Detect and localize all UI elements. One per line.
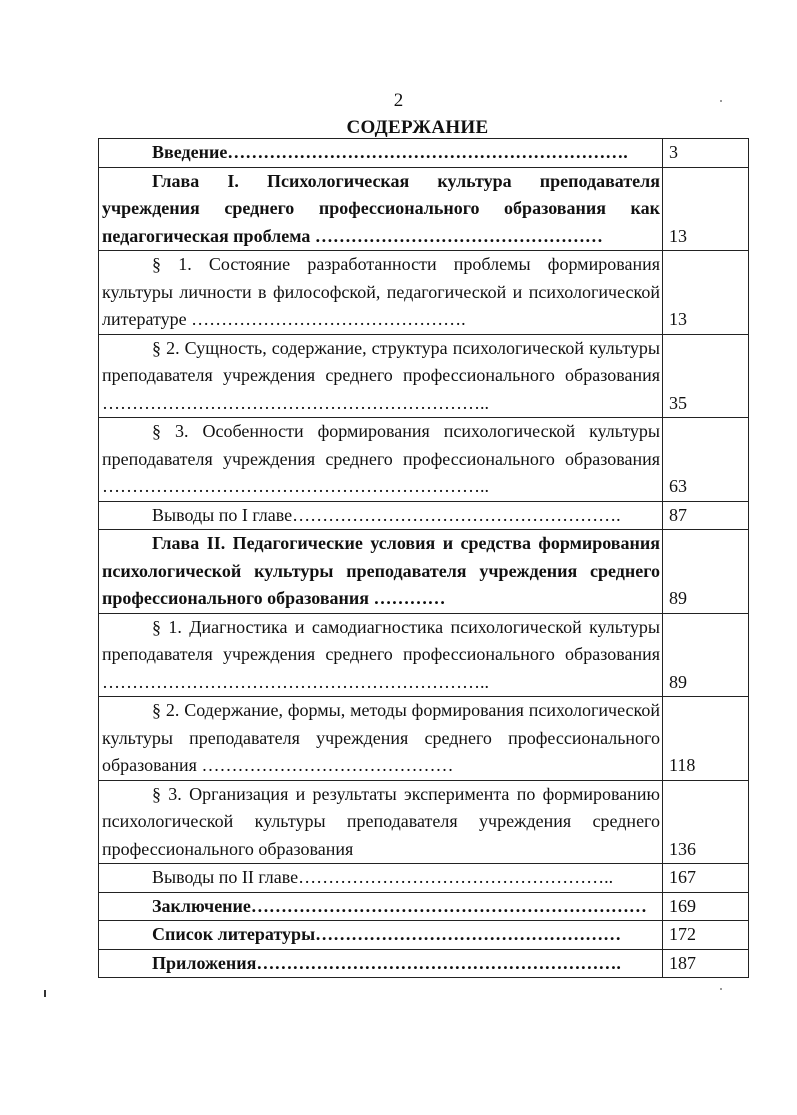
page-title: СОДЕРЖАНИЕ (346, 117, 489, 138)
toc-entry-title[interactable]: § 1. Диагностика и самодиагностика психологической культуры преподавателя учреждения среднего профессионального образования ……………………………………………………….. (102, 616, 660, 692)
toc-entry-cell (99, 501, 663, 530)
toc-row-chapter-1-section-1[interactable] (99, 251, 749, 335)
toc-page-number: 89 (669, 671, 687, 692)
toc-entry-cell (99, 921, 663, 950)
toc-entry-title[interactable]: Список литературы…………………………………………… (152, 924, 622, 944)
toc-page-cell (663, 501, 749, 530)
toc-entry-title[interactable]: § 2. Содержание, формы, методы формирования психологической культуры преподавателя учреждения среднего профессионального образования …………………………………… (102, 700, 660, 775)
scan-artifact-dot (720, 988, 722, 990)
toc-entry-title[interactable]: Выводы по II главе…………………………………………….. (152, 867, 614, 887)
toc-entry-cell (99, 697, 663, 781)
toc-page-cell (663, 949, 749, 978)
toc-page-cell (663, 334, 749, 418)
toc-entry-cell (99, 530, 663, 614)
toc-entry-cell (99, 613, 663, 697)
toc-row-chapter-1-section-3[interactable] (99, 418, 749, 502)
toc-entry-title[interactable]: § 1. Состояние разработанности проблемы формирования культуры личности в философской, педагогической и психологической литературе ………………………………………. (102, 254, 660, 329)
toc-row-chapter-2[interactable] (99, 530, 749, 614)
toc-page-cell (663, 864, 749, 893)
toc-entry-cell (99, 892, 663, 921)
toc-entry-cell (99, 780, 663, 864)
toc-row-conclusion[interactable] (99, 892, 749, 921)
toc-entry-title[interactable]: § 2. Сущность, содержание, структура психологической культуры преподавателя учреждения среднего профессионального образования ……………………………………………………….. (102, 337, 660, 413)
scan-artifact-mark (44, 990, 46, 997)
toc-page-number: 169 (669, 895, 696, 916)
toc-row-chapter-2-section-2[interactable] (99, 697, 749, 781)
toc-entry-cell (99, 949, 663, 978)
toc-page-number: 3 (669, 142, 678, 162)
toc-row-chapter-1-section-2[interactable] (99, 334, 749, 418)
toc-page-cell (663, 167, 749, 251)
toc-entry-title[interactable]: Приложения……………………………………………………. (152, 952, 621, 973)
toc-page-cell (663, 530, 749, 614)
toc-page-number: 87 (669, 504, 687, 525)
toc-entry-title[interactable]: Введение…………………………………………………………. (152, 142, 628, 162)
toc-page-number: 187 (669, 952, 696, 973)
toc-row-chapter-1-conclusions[interactable] (99, 501, 749, 530)
toc-page-cell (663, 139, 749, 168)
toc-page-cell (663, 892, 749, 921)
toc-row-appendices[interactable] (99, 949, 749, 978)
toc-entry-title[interactable]: Глава I. Психологическая культура преподавателя учреждения среднего профессионального образования как педагогическая проблема ………………………………………… (102, 170, 660, 246)
toc-row-chapter-2-section-3[interactable] (99, 780, 749, 864)
toc-page-cell (663, 418, 749, 502)
toc-entry-cell (99, 251, 663, 335)
toc-page-cell (663, 613, 749, 697)
toc-entry-title[interactable]: Глава II. Педагогические условия и средства формирования психологической культуры преподавателя учреждения среднего профессионального образования ………… (102, 533, 660, 608)
page-number: 2 (393, 90, 404, 111)
toc-row-chapter-2-section-1[interactable] (99, 613, 749, 697)
toc-entry-title[interactable]: Выводы по I главе………………………………………………. (152, 504, 621, 525)
toc-entry-title[interactable]: § 3. Особенности формирования психологической культуры преподавателя учреждения среднего профессионального образования ……………………………………………………….. (102, 421, 660, 496)
toc-page-number: 13 (669, 225, 687, 246)
toc-page-cell (663, 251, 749, 335)
toc-row-chapter-1[interactable] (99, 167, 749, 251)
toc-page-cell (663, 780, 749, 864)
toc-row-references[interactable] (99, 921, 749, 950)
table-of-contents (98, 138, 749, 978)
toc-page-number: 136 (669, 838, 696, 859)
toc-page-number: 13 (669, 309, 687, 329)
toc-entry-cell (99, 139, 663, 168)
toc-page-number: 35 (669, 392, 687, 413)
toc-page-number: 118 (669, 755, 696, 775)
toc-page-cell (663, 697, 749, 781)
scan-artifact-dot (720, 100, 722, 102)
toc-row-chapter-2-conclusions[interactable] (99, 864, 749, 893)
toc-entry-cell (99, 418, 663, 502)
toc-page-number: 172 (669, 924, 696, 944)
toc-page-cell (663, 921, 749, 950)
toc-page-number: 167 (669, 867, 696, 887)
toc-page-number: 89 (669, 588, 687, 608)
toc-row-introduction[interactable] (99, 139, 749, 168)
toc-entry-cell (99, 167, 663, 251)
toc-page-number: 63 (669, 476, 687, 496)
toc-entry-title[interactable]: § 3. Организация и результаты эксперимента по формированию психологической культуры преподавателя учреждения среднего профессионального образования (102, 783, 660, 859)
toc-entry-cell (99, 864, 663, 893)
toc-entry-title[interactable]: Заключение………………………………………………………… (152, 895, 647, 916)
toc-entry-cell (99, 334, 663, 418)
